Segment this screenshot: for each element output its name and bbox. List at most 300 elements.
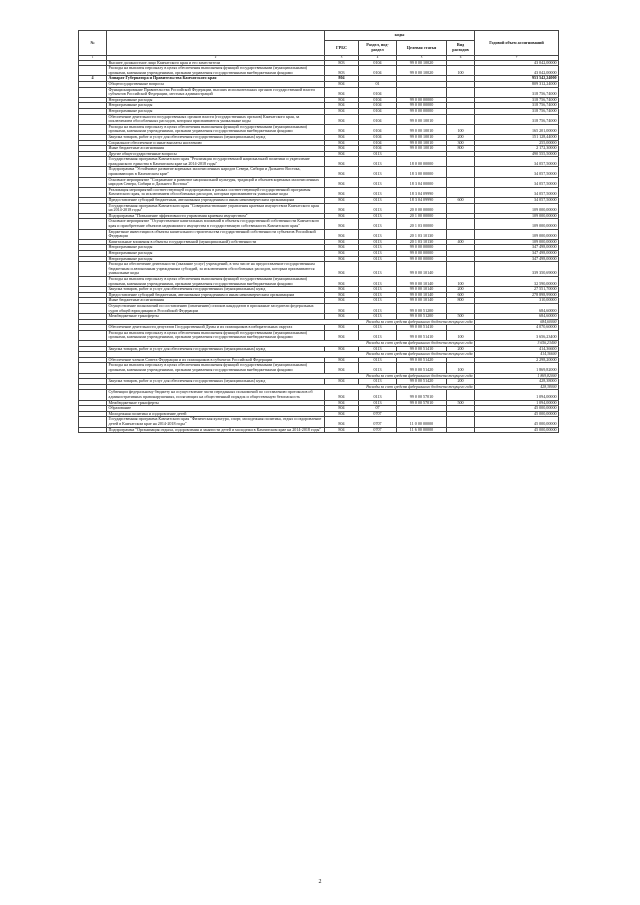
row-name: Государственная программа Камчатского края "Физическая культура, спорт, молодежная политика, отдых и оздоровление детей в Камчатском крае на 2014-2018 годы" bbox=[107, 417, 325, 427]
row-amount: 165 201,00000 bbox=[475, 124, 559, 134]
row-target-article: 99 0 00 10140 bbox=[397, 287, 447, 293]
row-expense-type: 100 bbox=[447, 276, 475, 286]
row-expense-type: 600 bbox=[447, 292, 475, 298]
row-expense-type bbox=[447, 427, 475, 433]
row-razdel: 0113 bbox=[359, 292, 397, 298]
table-row bbox=[79, 66, 559, 76]
row-amount: 109 000,00000 bbox=[475, 203, 559, 213]
row-name: Расходы на выплаты персоналу в целях обеспечения выполнения функций государственными (муниципальными) органами, казенными учреждениями, органами управления государственными внебюджетными фондами bbox=[107, 363, 325, 373]
row-grbs: 804 bbox=[325, 330, 359, 340]
row-target-article: 20 0 00 00000 bbox=[397, 203, 447, 213]
row-name: Непрограммные расходы bbox=[107, 103, 325, 109]
row-target-article: 18 0 00 00000 bbox=[397, 157, 447, 167]
row-expense-type: 100 bbox=[447, 363, 475, 373]
row-razdel: 0104 bbox=[359, 108, 397, 114]
row-expense-type bbox=[447, 390, 475, 400]
row-grbs: 804 bbox=[325, 417, 359, 427]
header-name bbox=[107, 31, 325, 56]
row-name: Закупка товаров, работ и услуг для обеспечения государственных (муниципальных) нужд bbox=[107, 346, 325, 352]
row-amount: 318 756,74000 bbox=[475, 108, 559, 114]
row-name: Межбюджетные трансферты bbox=[107, 400, 325, 406]
row-grbs: 804 bbox=[325, 314, 359, 320]
row-expense-type bbox=[447, 187, 475, 197]
row-target-article: 99 0 00 51410 bbox=[397, 325, 447, 331]
row-target-article: 20 1 00 00000 bbox=[397, 213, 447, 219]
table-row bbox=[79, 87, 559, 97]
row-number bbox=[79, 276, 107, 286]
row-target-article: 99 0 00 51200 bbox=[397, 314, 447, 320]
row-amount: 109 000,00000 bbox=[475, 213, 559, 219]
row-expense-type: 100 bbox=[447, 66, 475, 76]
row-grbs: 804 bbox=[325, 346, 359, 352]
row-razdel: 0707 bbox=[359, 417, 397, 427]
row-razdel: 0707 bbox=[359, 427, 397, 433]
row-razdel: 0113 bbox=[359, 314, 397, 320]
federal-note-amount: 684,60000 bbox=[475, 319, 559, 325]
row-grbs: 804 bbox=[325, 245, 359, 251]
budget-table bbox=[78, 30, 559, 433]
row-amount: 318 756,74000 bbox=[475, 103, 559, 109]
row-amount: 347 498,00000 bbox=[475, 250, 559, 256]
row-name: Осуществление полномочий по составлению (изменению) списков кандидатов в присяжные заседатели федеральных судов общей юрисдикции в Российской Федерации bbox=[107, 303, 325, 313]
row-name: Обеспечение деятельности депутатов Государственной Думы и их помощников в избирательных округах bbox=[107, 325, 325, 331]
row-target-article: 99 0 00 51200 bbox=[397, 303, 447, 313]
row-razdel: 0113 bbox=[359, 187, 397, 197]
row-target-article: 99 0 00 00000 bbox=[397, 256, 447, 262]
row-amount: 347 498,00000 bbox=[475, 245, 559, 251]
federal-note-text: Расходы за счет средств федерального бюджета текущего года bbox=[107, 319, 475, 325]
table-row bbox=[79, 363, 559, 373]
header-target-article: Целевая статья bbox=[397, 41, 447, 56]
row-amount: 809 312,24000 bbox=[475, 81, 559, 87]
row-grbs: 804 bbox=[325, 400, 359, 406]
index-cell: 2 bbox=[107, 56, 325, 61]
index-cell: 4 bbox=[359, 56, 397, 61]
row-name: Капитальные вложения в объекты государственной (муниципальной) собственности bbox=[107, 239, 325, 245]
row-name: Подпрограмма "Устойчивое развитие коренных малочисленных народов Севера, Сибири и Дальнего Востока, проживающих в Камчатском крае" bbox=[107, 167, 325, 177]
row-razdel: 0113 bbox=[359, 229, 397, 239]
row-number bbox=[79, 219, 107, 229]
row-target-article: 99 0 00 10140 bbox=[397, 292, 447, 298]
federal-note-text: Расходы за счет средств федерального бюджета текущего года bbox=[107, 384, 475, 390]
row-target-article: 99 0 00 51420 bbox=[397, 357, 447, 363]
row-number bbox=[79, 262, 107, 277]
row-name: Социальное обеспечение и иные выплаты населению bbox=[107, 140, 325, 146]
row-razdel: 0113 bbox=[359, 213, 397, 219]
table-row bbox=[79, 303, 559, 313]
row-amount: 318 756,74000 bbox=[475, 87, 559, 97]
page-number: 2 bbox=[318, 879, 322, 885]
row-name: Непрограммные расходы bbox=[107, 108, 325, 114]
row-name: Предоставление субсидий бюджетным, автономным учреждениям и иным некоммерческим организациям bbox=[107, 292, 325, 298]
row-razdel: 0113 bbox=[359, 151, 397, 157]
row-expense-type: 400 bbox=[447, 239, 475, 245]
row-number bbox=[79, 87, 107, 97]
row-razdel: 0104 bbox=[359, 134, 397, 140]
row-grbs: 803 bbox=[325, 66, 359, 76]
header-amount: Годовой объем ассигнований bbox=[475, 31, 559, 56]
table-row bbox=[79, 417, 559, 427]
header-razdel: Раздел, под-раздел bbox=[359, 41, 397, 56]
row-target-article: 99 0 00 10140 bbox=[397, 298, 447, 304]
row-razdel: 0113 bbox=[359, 219, 397, 229]
row-amount: 4 070,60000 bbox=[475, 325, 559, 331]
row-number: 4 bbox=[79, 76, 107, 82]
row-razdel: 0104 bbox=[359, 146, 397, 152]
index-cell: 7 bbox=[475, 56, 559, 61]
row-expense-type bbox=[447, 203, 475, 213]
row-expense-type bbox=[447, 114, 475, 124]
row-name: Иные бюджетные ассигнования bbox=[107, 146, 325, 152]
row-amount: 1 094,00000 bbox=[475, 400, 559, 406]
row-name: Бюджетные инвестиции в объекты капитального строительства государственной собственности субъектов Российской Федерации bbox=[107, 229, 325, 239]
row-grbs: 804 bbox=[325, 427, 359, 433]
row-target-article: 99 0 00 00000 bbox=[397, 250, 447, 256]
row-amount: 34 057,50000 bbox=[475, 187, 559, 197]
row-name: Субвенции федеральному бюджету на осуществление части переданных полномочий по составлению протоколов об административных правонарушениях, посягающих на общественный порядок и общественную безопасность bbox=[107, 390, 325, 400]
row-amount: 414,36600 bbox=[475, 346, 559, 352]
table-header bbox=[79, 31, 559, 61]
row-name: Общегосударственные вопросы bbox=[107, 81, 325, 87]
row-grbs: 804 bbox=[325, 177, 359, 187]
row-razdel: 01 bbox=[359, 81, 397, 87]
row-grbs: 804 bbox=[325, 87, 359, 97]
row-expense-type: 200 bbox=[447, 287, 475, 293]
row-target-article: 99 0 00 10010 bbox=[397, 134, 447, 140]
row-name: Расходы на выплаты персоналу в целях обеспечения выполнения функций государственными (муниципальными) органами, казенными учреждениями, органами управления государственными внебюджетными фондами bbox=[107, 276, 325, 286]
row-razdel: 0104 bbox=[359, 124, 397, 134]
row-amount: 34 057,50000 bbox=[475, 157, 559, 167]
row-expense-type bbox=[447, 417, 475, 427]
row-target-article: 20 1 03 00000 bbox=[397, 219, 447, 229]
row-razdel: 0104 bbox=[359, 66, 397, 76]
row-grbs: 803 bbox=[325, 60, 359, 66]
row-number bbox=[79, 157, 107, 167]
row-amount: 310,00000 bbox=[475, 298, 559, 304]
row-grbs: 804 bbox=[325, 390, 359, 400]
row-amount: 318 756,74000 bbox=[475, 114, 559, 124]
federal-note-text: Расходы за счет средств федерального бюджета текущего года bbox=[107, 373, 475, 379]
row-target-article: 18 3 00 00000 bbox=[397, 167, 447, 177]
row-expense-type: 800 bbox=[447, 298, 475, 304]
row-amount: 34 057,50000 bbox=[475, 177, 559, 187]
row-target-article: 11 0 00 00000 bbox=[397, 417, 447, 427]
row-grbs: 804 bbox=[325, 219, 359, 229]
row-razdel: 0113 bbox=[359, 303, 397, 313]
table-body bbox=[79, 60, 559, 433]
federal-note-amount: 428,38000 bbox=[475, 384, 559, 390]
row-expense-type bbox=[447, 167, 475, 177]
row-amount: 684,60000 bbox=[475, 314, 559, 320]
header-codes: коды bbox=[325, 31, 475, 41]
row-number bbox=[79, 363, 107, 373]
row-name: Функционирование Правительства Российской Федерации, высших исполнительных органов государственной власти субъектов Российской Федерации, местных администраций bbox=[107, 87, 325, 97]
table-row bbox=[79, 187, 559, 197]
row-expense-type bbox=[447, 87, 475, 97]
row-target-article: 99 0 00 10020 bbox=[397, 66, 447, 76]
header-number: № bbox=[79, 31, 107, 56]
row-target-article: 99 0 00 00000 bbox=[397, 245, 447, 251]
row-amount: 1 094,00000 bbox=[475, 390, 559, 400]
row-number bbox=[79, 124, 107, 134]
row-amount: 45 000,00000 bbox=[475, 427, 559, 433]
row-grbs: 804 bbox=[325, 298, 359, 304]
row-grbs: 804 bbox=[325, 76, 359, 82]
row-number bbox=[79, 330, 107, 340]
row-name: Обеспечение членов Совета Федерации и их помощников в субъектах Российской Федерации bbox=[107, 357, 325, 363]
row-amount: 109 000,00000 bbox=[475, 219, 559, 229]
row-grbs: 804 bbox=[325, 81, 359, 87]
row-razdel: 0113 bbox=[359, 157, 397, 167]
row-grbs: 804 bbox=[325, 363, 359, 373]
row-target-article: 99 0 00 00000 bbox=[397, 103, 447, 109]
row-target-article: 99 0 00 51420 bbox=[397, 379, 447, 385]
row-grbs: 804 bbox=[325, 256, 359, 262]
row-expense-type: 100 bbox=[447, 330, 475, 340]
row-grbs: 804 bbox=[325, 250, 359, 256]
row-expense-type: 500 bbox=[447, 400, 475, 406]
row-number bbox=[79, 229, 107, 239]
row-name: Государственная программа Камчатского края "Совершенствование управления краевым имуществом Камчатского края на 2014-2018 годы" bbox=[107, 203, 325, 213]
row-expense-type bbox=[447, 262, 475, 277]
row-razdel: 0104 bbox=[359, 87, 397, 97]
row-razdel: 0113 bbox=[359, 276, 397, 286]
row-amount: 318 756,74000 bbox=[475, 97, 559, 103]
row-name: Непрограммные расходы bbox=[107, 250, 325, 256]
row-razdel: 0104 bbox=[359, 114, 397, 124]
row-razdel: 0104 bbox=[359, 97, 397, 103]
row-name: Аппарат Губернатора и Правительства Камчатского края bbox=[107, 76, 325, 82]
row-grbs: 804 bbox=[325, 287, 359, 293]
row-number bbox=[79, 177, 107, 187]
row-number bbox=[79, 390, 107, 400]
row-target-article: 18 3 04 00000 bbox=[397, 177, 447, 187]
table-row bbox=[79, 262, 559, 277]
row-target-article: 99 0 00 10010 bbox=[397, 140, 447, 146]
row-grbs: 804 bbox=[325, 198, 359, 204]
row-amount: 1 869,82000 bbox=[475, 363, 559, 373]
row-razdel: 0113 bbox=[359, 262, 397, 277]
row-amount: 2 298,20000 bbox=[475, 357, 559, 363]
table-row bbox=[79, 124, 559, 134]
row-grbs: 804 bbox=[325, 276, 359, 286]
row-expense-type bbox=[447, 157, 475, 167]
header-grbs: ГРБС bbox=[325, 41, 359, 56]
index-cell: 6 bbox=[447, 56, 475, 61]
row-razdel: 0104 bbox=[359, 140, 397, 146]
row-razdel: 0113 bbox=[359, 167, 397, 177]
row-target-article: 99 0 00 10140 bbox=[397, 262, 447, 277]
row-amount: 255,00000 bbox=[475, 140, 559, 146]
row-target-article: 18 3 04 09990 bbox=[397, 198, 447, 204]
row-name: Закупка товаров, работ и услуг для обеспечения государственных (муниципальных) нужд bbox=[107, 134, 325, 140]
row-grbs: 804 bbox=[325, 167, 359, 177]
row-name: Реализация мероприятий соответствующей подпрограммы в рамках соответствующей государственной программы Камчатского края, за исключением обособленных расходов, которым присваиваются уникальные коды bbox=[107, 187, 325, 197]
row-name: Обеспечение деятельности государственных органов власти (государственных органов) Камчатского края, за исключением обособленных расходов, которым присваиваются уникальные коды bbox=[107, 114, 325, 124]
row-razdel: 0113 bbox=[359, 177, 397, 187]
row-name: Закупка товаров, работ и услуг для обеспечения государственных (муниципальных) нужд bbox=[107, 379, 325, 385]
row-number bbox=[79, 167, 107, 177]
table-row bbox=[79, 157, 559, 167]
row-target-article: 20 1 03 10130 bbox=[397, 229, 447, 239]
row-name: Расходы на выплаты персоналу в целях обеспечения выполнения функций государственными (муниципальными) органами, казенными учреждениями, органами управления государственными внебюджетными фондами bbox=[107, 124, 325, 134]
index-cell: 5 bbox=[397, 56, 447, 61]
row-name: Расходы на выплаты персоналу в целях обеспечения выполнения функций государственными (муниципальными) органами, казенными учреждениями, органами управления государственными внебюджетными фондами bbox=[107, 66, 325, 76]
row-expense-type bbox=[447, 219, 475, 229]
row-name: Образование bbox=[107, 406, 325, 412]
row-razdel: 0113 bbox=[359, 245, 397, 251]
row-name: Непрограммные расходы bbox=[107, 245, 325, 251]
row-amount: 151 128,44000 bbox=[475, 134, 559, 140]
row-number bbox=[79, 66, 107, 76]
row-expense-type: 600 bbox=[447, 198, 475, 204]
row-target-article: 11 6 00 00000 bbox=[397, 427, 447, 433]
row-grbs: 804 bbox=[325, 303, 359, 313]
row-amount: 347 498,00000 bbox=[475, 256, 559, 262]
row-name: Расходы на выплаты персоналу в целях обеспечения выполнения функций государственными (муниципальными) органами, казенными учреждениями, органами управления государственными внебюджетными фондами bbox=[107, 330, 325, 340]
row-grbs: 804 bbox=[325, 325, 359, 331]
index-cell: 1 bbox=[79, 56, 107, 61]
row-grbs: 804 bbox=[325, 411, 359, 417]
federal-note-text: Расходы за счет средств федерального бюджета текущего года bbox=[107, 352, 475, 358]
table-row bbox=[79, 167, 559, 177]
row-amount: 43 042,00000 bbox=[475, 60, 559, 66]
table-row bbox=[79, 203, 559, 213]
table-row bbox=[79, 114, 559, 124]
federal-note-text: Расходы за счет средств федерального бюджета текущего года bbox=[107, 341, 475, 347]
row-grbs: 804 bbox=[325, 134, 359, 140]
row-amount: 45 000,00000 bbox=[475, 411, 559, 417]
row-grbs: 804 bbox=[325, 292, 359, 298]
row-razdel: 0113 bbox=[359, 325, 397, 331]
row-name: Основное мероприятие "Осуществление капитальных вложений в объекты государственной собственности Камчатского края и приобретение объектов недвижимого имущества в государственную собственность Камчатского края" bbox=[107, 219, 325, 229]
row-name: Непрограммные расходы bbox=[107, 256, 325, 262]
row-expense-type bbox=[447, 303, 475, 313]
row-name: Подпрограмма "Повышение эффективности управления краевым имуществом" bbox=[107, 213, 325, 219]
row-razdel: 0113 bbox=[359, 379, 397, 385]
row-grbs: 804 bbox=[325, 406, 359, 412]
index-cell: 3 bbox=[325, 56, 359, 61]
row-razdel: 0113 bbox=[359, 400, 397, 406]
row-target-article: 99 0 00 10020 bbox=[397, 60, 447, 66]
row-razdel: 0113 bbox=[359, 363, 397, 373]
row-name: Иные бюджетные ассигнования bbox=[107, 298, 325, 304]
row-grbs: 804 bbox=[325, 213, 359, 219]
row-razdel: 0113 bbox=[359, 203, 397, 213]
row-target-article: 99 0 00 10010 bbox=[397, 124, 447, 134]
row-expense-type bbox=[447, 229, 475, 239]
row-grbs: 804 bbox=[325, 262, 359, 277]
row-expense-type: 200 bbox=[447, 134, 475, 140]
row-razdel: 0113 bbox=[359, 250, 397, 256]
row-grbs: 804 bbox=[325, 146, 359, 152]
row-target-article bbox=[397, 87, 447, 97]
row-razdel: 0113 bbox=[359, 287, 397, 293]
table-row bbox=[79, 330, 559, 340]
row-target-article: 20 1 03 10130 bbox=[397, 239, 447, 245]
table-row bbox=[79, 177, 559, 187]
row-name: Расходы на обеспечение деятельности (оказание услуг) учреждений, в том числе на предоставление государственным бюджетным и автономным учреждениям субсидий, за исключением обособленных расходов, которым присваиваются уникальные коды bbox=[107, 262, 325, 277]
federal-note-amount: 1 869,82000 bbox=[475, 373, 559, 379]
row-target-article: 99 0 00 10140 bbox=[397, 276, 447, 286]
row-expense-type bbox=[447, 177, 475, 187]
row-razdel: 0113 bbox=[359, 346, 397, 352]
row-amount: 34 057,50000 bbox=[475, 167, 559, 177]
row-name: Молодежная политика и оздоровление детей bbox=[107, 411, 325, 417]
row-expense-type: 100 bbox=[447, 124, 475, 134]
row-name: Другие общегосударственные вопросы bbox=[107, 151, 325, 157]
row-number bbox=[79, 203, 107, 213]
row-razdel: 0113 bbox=[359, 357, 397, 363]
row-target-article: 99 0 00 51420 bbox=[397, 363, 447, 373]
row-razdel: 0113 bbox=[359, 256, 397, 262]
row-amount: 45 000,00000 bbox=[475, 417, 559, 427]
federal-note-amount: 414,36600 bbox=[475, 352, 559, 358]
row-grbs: 804 bbox=[325, 187, 359, 197]
table-row bbox=[79, 390, 559, 400]
row-amount: 278 898,99000 bbox=[475, 292, 559, 298]
row-expense-type: 200 bbox=[447, 346, 475, 352]
row-target-article: 99 0 00 57010 bbox=[397, 400, 447, 406]
row-amount: 339 350,69000 bbox=[475, 262, 559, 277]
row-grbs: 804 bbox=[325, 157, 359, 167]
row-amount: 34 057,50000 bbox=[475, 198, 559, 204]
row-razdel: 0113 bbox=[359, 330, 397, 340]
row-razdel: 0104 bbox=[359, 60, 397, 66]
row-amount: 2 172,30000 bbox=[475, 146, 559, 152]
row-expense-type: 800 bbox=[447, 146, 475, 152]
row-number bbox=[79, 114, 107, 124]
row-amount: 684,60000 bbox=[475, 303, 559, 313]
row-amount: 109 000,00000 bbox=[475, 239, 559, 245]
table-row bbox=[79, 219, 559, 229]
table-row bbox=[79, 427, 559, 433]
row-amount: 43 042,00000 bbox=[475, 66, 559, 76]
row-expense-type: 300 bbox=[447, 140, 475, 146]
row-amount: 428,38000 bbox=[475, 379, 559, 385]
row-name: Основное мероприятие "Сохранение и развитие национальной культуры, традиций и обычаев коренных малочисленных народов Севера, Сибири и Дальнего Востока" bbox=[107, 177, 325, 187]
row-name: Подпрограмма "Организация отдыха, оздоровления и занятости детей и молодежи в Камчатском крае на 2014-2018 годы" bbox=[107, 427, 325, 433]
row-name: Непрограммные расходы bbox=[107, 97, 325, 103]
row-grbs: 804 bbox=[325, 379, 359, 385]
row-grbs: 804 bbox=[325, 140, 359, 146]
table-row bbox=[79, 229, 559, 239]
row-razdel: 0113 bbox=[359, 239, 397, 245]
row-grbs: 804 bbox=[325, 103, 359, 109]
row-name: Высшее должностное лицо Камчатского края и его заместители bbox=[107, 60, 325, 66]
header-expense-type: Вид расходов bbox=[447, 41, 475, 56]
row-target-article: 18 3 04 09990 bbox=[397, 187, 447, 197]
row-grbs: 804 bbox=[325, 124, 359, 134]
row-amount: 45 000,00000 bbox=[475, 406, 559, 412]
row-grbs: 804 bbox=[325, 203, 359, 213]
row-razdel: 0113 bbox=[359, 198, 397, 204]
table-row bbox=[79, 276, 559, 286]
row-name: Предоставление субсидий бюджетным, автономным учреждениям и иным некоммерческим организациям bbox=[107, 198, 325, 204]
row-grbs: 804 bbox=[325, 114, 359, 124]
row-razdel: 0707 bbox=[359, 411, 397, 417]
row-target-article: 99 0 00 51410 bbox=[397, 346, 447, 352]
row-amount: 490 555,50000 bbox=[475, 151, 559, 157]
row-amount: 109 000,00000 bbox=[475, 229, 559, 239]
row-target-article: 99 0 00 57010 bbox=[397, 390, 447, 400]
row-number bbox=[79, 187, 107, 197]
row-number bbox=[79, 427, 107, 433]
row-name: Государственная программа Камчатского края "Реализация государственной национальной политики и укрепление гражданского единства в Камчатском крае на 2014-2018 годы" bbox=[107, 157, 325, 167]
row-razdel: 0113 bbox=[359, 390, 397, 400]
row-razdel: 0104 bbox=[359, 103, 397, 109]
row-name: Закупка товаров, работ и услуг для обеспечения государственных (муниципальных) нужд bbox=[107, 287, 325, 293]
